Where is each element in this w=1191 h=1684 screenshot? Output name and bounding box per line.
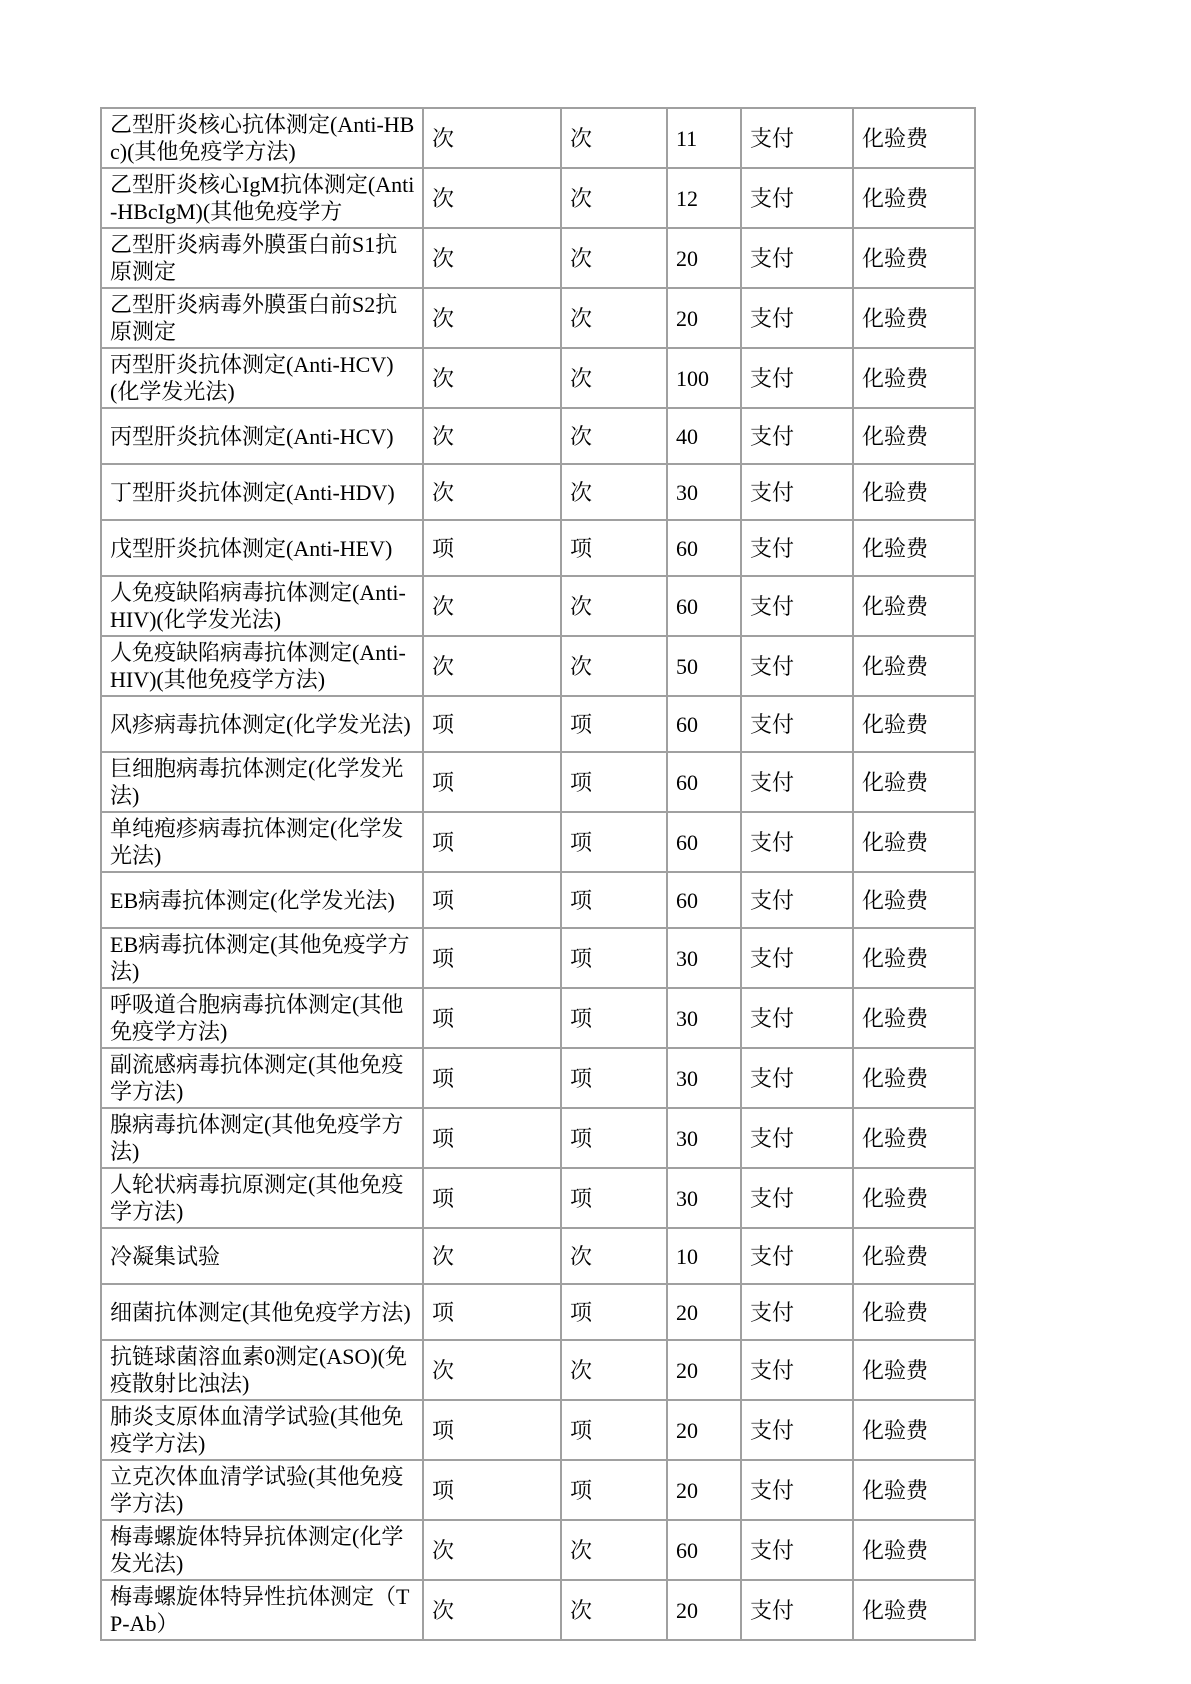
item-name-cell: 人轮状病毒抗原测定(其他免疫学方法)	[101, 1168, 423, 1228]
price-cell: 30	[667, 1108, 741, 1168]
unit-cell-2: 项	[561, 520, 667, 576]
payment-cell: 支付	[741, 408, 853, 464]
payment-cell: 支付	[741, 812, 853, 872]
fee-category-cell: 化验费	[853, 1460, 975, 1520]
unit-cell: 次	[423, 348, 561, 408]
fee-category-cell: 化验费	[853, 1580, 975, 1640]
price-cell: 20	[667, 1400, 741, 1460]
unit-cell-2: 次	[561, 1580, 667, 1640]
payment-cell: 支付	[741, 1228, 853, 1284]
payment-cell: 支付	[741, 108, 853, 168]
table-row	[101, 1168, 975, 1228]
unit-cell-2: 项	[561, 928, 667, 988]
item-name-cell: 抗链球菌溶血素0测定(ASO)(免疫散射比浊法)	[101, 1340, 423, 1400]
unit-cell-2: 次	[561, 1520, 667, 1580]
payment-cell: 支付	[741, 696, 853, 752]
item-name-cell: 乙型肝炎病毒外膜蛋白前S2抗原测定	[101, 288, 423, 348]
unit-cell: 次	[423, 108, 561, 168]
unit-cell-2: 项	[561, 1048, 667, 1108]
unit-cell: 项	[423, 520, 561, 576]
unit-cell: 项	[423, 1400, 561, 1460]
fee-category-cell: 化验费	[853, 696, 975, 752]
unit-cell-2: 项	[561, 872, 667, 928]
fee-category-cell: 化验费	[853, 408, 975, 464]
unit-cell: 项	[423, 1284, 561, 1340]
unit-cell: 项	[423, 752, 561, 812]
table-body	[101, 108, 975, 1640]
table-row	[101, 988, 975, 1048]
unit-cell: 次	[423, 1228, 561, 1284]
table-row	[101, 636, 975, 696]
price-cell: 30	[667, 464, 741, 520]
fee-category-cell: 化验费	[853, 464, 975, 520]
item-name-cell: 丙型肝炎抗体测定(Anti-HCV)	[101, 408, 423, 464]
price-cell: 11	[667, 108, 741, 168]
payment-cell: 支付	[741, 1580, 853, 1640]
item-name-cell: 冷凝集试验	[101, 1228, 423, 1284]
payment-cell: 支付	[741, 636, 853, 696]
payment-cell: 支付	[741, 1400, 853, 1460]
item-name-cell: 细菌抗体测定(其他免疫学方法)	[101, 1284, 423, 1340]
unit-cell-2: 次	[561, 1228, 667, 1284]
price-cell: 20	[667, 288, 741, 348]
item-name-cell: 乙型肝炎核心IgM抗体测定(Anti-HBcIgM)(其他免疫学方	[101, 168, 423, 228]
table-row	[101, 228, 975, 288]
table-row	[101, 288, 975, 348]
fee-category-cell: 化验费	[853, 1284, 975, 1340]
fee-category-cell: 化验费	[853, 752, 975, 812]
fee-category-cell: 化验费	[853, 1228, 975, 1284]
price-cell: 30	[667, 928, 741, 988]
table-row	[101, 1284, 975, 1340]
fee-category-cell: 化验费	[853, 168, 975, 228]
unit-cell-2: 次	[561, 228, 667, 288]
unit-cell: 次	[423, 1580, 561, 1640]
item-name-cell: 风疹病毒抗体测定(化学发光法)	[101, 696, 423, 752]
item-name-cell: 丁型肝炎抗体测定(Anti-HDV)	[101, 464, 423, 520]
price-cell: 20	[667, 1284, 741, 1340]
payment-cell: 支付	[741, 520, 853, 576]
table-row	[101, 408, 975, 464]
table-row	[101, 1340, 975, 1400]
table-row	[101, 812, 975, 872]
unit-cell-2: 次	[561, 288, 667, 348]
price-cell: 60	[667, 576, 741, 636]
price-cell: 100	[667, 348, 741, 408]
unit-cell: 项	[423, 1048, 561, 1108]
price-cell: 30	[667, 988, 741, 1048]
unit-cell-2: 项	[561, 988, 667, 1048]
fee-category-cell: 化验费	[853, 228, 975, 288]
item-name-cell: 丙型肝炎抗体测定(Anti-HCV)(化学发光法)	[101, 348, 423, 408]
payment-cell: 支付	[741, 1168, 853, 1228]
unit-cell: 次	[423, 288, 561, 348]
fee-category-cell: 化验费	[853, 988, 975, 1048]
unit-cell: 次	[423, 636, 561, 696]
price-cell: 30	[667, 1168, 741, 1228]
item-name-cell: EB病毒抗体测定(化学发光法)	[101, 872, 423, 928]
item-name-cell: EB病毒抗体测定(其他免疫学方法)	[101, 928, 423, 988]
fee-category-cell: 化验费	[853, 872, 975, 928]
fee-category-cell: 化验费	[853, 288, 975, 348]
table-row	[101, 1400, 975, 1460]
unit-cell: 项	[423, 1108, 561, 1168]
price-cell: 60	[667, 696, 741, 752]
unit-cell: 项	[423, 988, 561, 1048]
payment-cell: 支付	[741, 228, 853, 288]
price-cell: 20	[667, 1460, 741, 1520]
item-name-cell: 立克次体血清学试验(其他免疫学方法)	[101, 1460, 423, 1520]
payment-cell: 支付	[741, 288, 853, 348]
item-name-cell: 腺病毒抗体测定(其他免疫学方法)	[101, 1108, 423, 1168]
unit-cell: 次	[423, 228, 561, 288]
unit-cell: 项	[423, 928, 561, 988]
table-row	[101, 1228, 975, 1284]
payment-cell: 支付	[741, 348, 853, 408]
price-cell: 20	[667, 1340, 741, 1400]
unit-cell-2: 项	[561, 1168, 667, 1228]
price-cell: 60	[667, 1520, 741, 1580]
table-row	[101, 1048, 975, 1108]
fee-table-container	[100, 107, 976, 1641]
unit-cell-2: 次	[561, 348, 667, 408]
unit-cell-2: 次	[561, 576, 667, 636]
fee-category-cell: 化验费	[853, 1400, 975, 1460]
unit-cell-2: 项	[561, 696, 667, 752]
table-row	[101, 464, 975, 520]
fee-category-cell: 化验费	[853, 812, 975, 872]
item-name-cell: 乙型肝炎病毒外膜蛋白前S1抗原测定	[101, 228, 423, 288]
unit-cell-2: 项	[561, 1108, 667, 1168]
unit-cell-2: 项	[561, 812, 667, 872]
price-cell: 60	[667, 812, 741, 872]
payment-cell: 支付	[741, 1284, 853, 1340]
price-cell: 40	[667, 408, 741, 464]
item-name-cell: 副流感病毒抗体测定(其他免疫学方法)	[101, 1048, 423, 1108]
table-row	[101, 1108, 975, 1168]
fee-schedule-table	[100, 107, 976, 1641]
unit-cell-2: 次	[561, 1340, 667, 1400]
unit-cell: 次	[423, 408, 561, 464]
unit-cell: 项	[423, 696, 561, 752]
table-row	[101, 752, 975, 812]
unit-cell-2: 次	[561, 168, 667, 228]
unit-cell: 次	[423, 1520, 561, 1580]
unit-cell-2: 项	[561, 1284, 667, 1340]
item-name-cell: 梅毒螺旋体特异抗体测定(化学发光法)	[101, 1520, 423, 1580]
payment-cell: 支付	[741, 1048, 853, 1108]
unit-cell: 次	[423, 576, 561, 636]
table-row	[101, 520, 975, 576]
unit-cell: 项	[423, 1168, 561, 1228]
fee-category-cell: 化验费	[853, 1340, 975, 1400]
unit-cell: 次	[423, 464, 561, 520]
unit-cell-2: 次	[561, 464, 667, 520]
item-name-cell: 人免疫缺陷病毒抗体测定(Anti-HIV)(化学发光法)	[101, 576, 423, 636]
table-row	[101, 928, 975, 988]
unit-cell: 次	[423, 168, 561, 228]
table-row	[101, 108, 975, 168]
item-name-cell: 肺炎支原体血清学试验(其他免疫学方法)	[101, 1400, 423, 1460]
fee-category-cell: 化验费	[853, 1048, 975, 1108]
payment-cell: 支付	[741, 168, 853, 228]
unit-cell: 项	[423, 872, 561, 928]
item-name-cell: 乙型肝炎核心抗体测定(Anti-HBc)(其他免疫学方法)	[101, 108, 423, 168]
price-cell: 20	[667, 228, 741, 288]
payment-cell: 支付	[741, 988, 853, 1048]
price-cell: 60	[667, 872, 741, 928]
unit-cell-2: 次	[561, 408, 667, 464]
item-name-cell: 梅毒螺旋体特异性抗体测定（TP-Ab）	[101, 1580, 423, 1640]
fee-category-cell: 化验费	[853, 1168, 975, 1228]
fee-category-cell: 化验费	[853, 348, 975, 408]
unit-cell-2: 次	[561, 108, 667, 168]
payment-cell: 支付	[741, 928, 853, 988]
unit-cell: 项	[423, 1460, 561, 1520]
item-name-cell: 人免疫缺陷病毒抗体测定(Anti-HIV)(其他免疫学方法)	[101, 636, 423, 696]
fee-category-cell: 化验费	[853, 520, 975, 576]
fee-category-cell: 化验费	[853, 1520, 975, 1580]
unit-cell-2: 项	[561, 1400, 667, 1460]
price-cell: 60	[667, 520, 741, 576]
payment-cell: 支付	[741, 576, 853, 636]
price-cell: 30	[667, 1048, 741, 1108]
price-cell: 60	[667, 752, 741, 812]
unit-cell: 项	[423, 812, 561, 872]
table-row	[101, 872, 975, 928]
unit-cell-2: 次	[561, 636, 667, 696]
price-cell: 50	[667, 636, 741, 696]
price-cell: 10	[667, 1228, 741, 1284]
item-name-cell: 巨细胞病毒抗体测定(化学发光法)	[101, 752, 423, 812]
price-cell: 12	[667, 168, 741, 228]
table-row	[101, 576, 975, 636]
table-row	[101, 168, 975, 228]
payment-cell: 支付	[741, 1460, 853, 1520]
payment-cell: 支付	[741, 752, 853, 812]
unit-cell-2: 项	[561, 752, 667, 812]
table-row	[101, 1460, 975, 1520]
item-name-cell: 单纯疱疹病毒抗体测定(化学发光法)	[101, 812, 423, 872]
item-name-cell: 戊型肝炎抗体测定(Anti-HEV)	[101, 520, 423, 576]
table-row	[101, 696, 975, 752]
fee-category-cell: 化验费	[853, 1108, 975, 1168]
payment-cell: 支付	[741, 1108, 853, 1168]
unit-cell: 次	[423, 1340, 561, 1400]
fee-category-cell: 化验费	[853, 576, 975, 636]
table-row	[101, 348, 975, 408]
payment-cell: 支付	[741, 464, 853, 520]
payment-cell: 支付	[741, 872, 853, 928]
unit-cell-2: 项	[561, 1460, 667, 1520]
payment-cell: 支付	[741, 1520, 853, 1580]
table-row	[101, 1520, 975, 1580]
fee-category-cell: 化验费	[853, 636, 975, 696]
item-name-cell: 呼吸道合胞病毒抗体测定(其他免疫学方法)	[101, 988, 423, 1048]
fee-category-cell: 化验费	[853, 928, 975, 988]
price-cell: 20	[667, 1580, 741, 1640]
fee-category-cell: 化验费	[853, 108, 975, 168]
table-row	[101, 1580, 975, 1640]
payment-cell: 支付	[741, 1340, 853, 1400]
